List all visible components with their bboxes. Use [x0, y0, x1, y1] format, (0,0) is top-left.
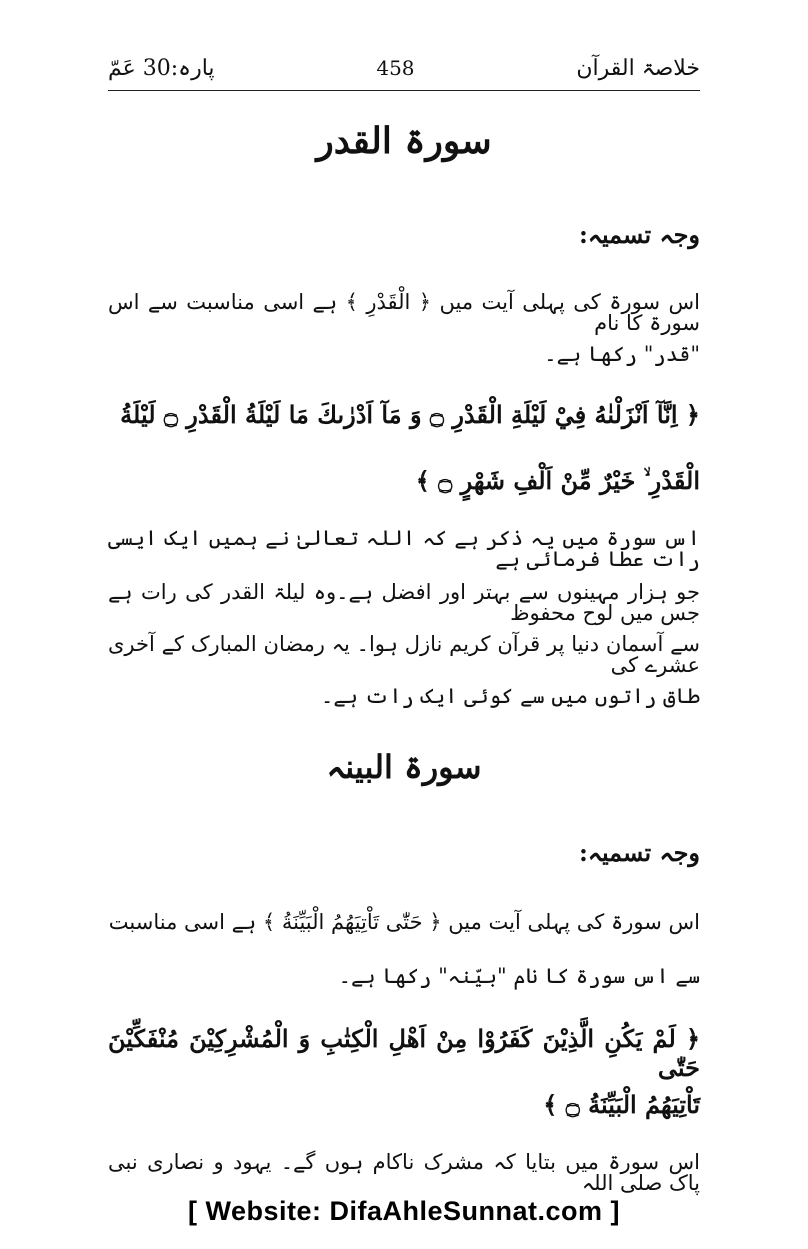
page-number: 458: [376, 56, 415, 80]
book-title: خلاصۃ القرآن: [576, 55, 700, 81]
intro-line: سے اس سورۃ کا نام "بیّنہ" رکھا ہے۔: [338, 964, 700, 988]
juz-label: پارہ:30 عَمّ: [108, 55, 215, 81]
page-header: [108, 48, 700, 88]
explanation-line: طاق راتوں میں سے کوئی ایک رات ہے۔: [321, 684, 700, 708]
quran-ayah-line: ﴿ اِنَّآ اَنْزَلْنٰهُ فِيْ لَيْلَةِ الْقَدْرِ ۝ وَ مَآ اَدْرٰىكَ مَا لَيْلَةُ الْقَدْرِ ۝ لَيْلَةُ: [120, 400, 700, 429]
intro-line: "قدر" رکھا ہے۔: [544, 342, 700, 366]
surah-title-qadr: سورۃ القدر: [316, 120, 492, 162]
explanation-line: جو ہزار مہینوں سے بہتر اور افضل ہے۔وہ لیلۃ القدر کی رات ہے جس میں لوح محفوظ: [108, 580, 700, 625]
section-label: وجہ تسمیہ:: [579, 838, 700, 867]
quran-ayah-line: ﴿ لَمْ يَكُنِ الَّذِيْنَ كَفَرُوْا مِنْ اَهْلِ الْكِتٰبِ وَ الْمُشْرِكِيْنَ مُنْفَكِّيْنَ حَتّٰى: [108, 1024, 700, 1082]
website-footer: [ Website: DifaAhleSunnat.com ]: [187, 1196, 621, 1226]
quran-ayah-line: الْقَدْرِ ۙ خَيْرٌ مِّنْ اَلْفِ شَهْرٍ ۝ ﴾: [415, 466, 700, 495]
section-label: وجہ تسمیہ:: [579, 220, 700, 249]
intro-line: اس سورۃ کی پہلی آیت میں ﴿ حَتّٰى تَاْتِيَهُمُ الْبَيِّنَةُ ﴾ ہے اسی مناسبت: [108, 910, 700, 934]
explanation-line: اس سورۃ میں یہ ذکر ہے کہ اللہ تعالیٰ نے ہمیں ایک ایسی رات عطا فرمائی ہے: [108, 526, 700, 571]
quran-ayah-line: تَاْتِيَهُمُ الْبَيِّنَةُ ۝ ﴾: [543, 1090, 700, 1119]
header-divider: [108, 90, 700, 91]
explanation-line: اس سورۃ میں بتایا کہ مشرک ناکام ہوں گے۔ یہود و نصاری نبی پاک صلی اللہ: [108, 1150, 700, 1195]
intro-line: اس سورۃ کی پہلی آیت میں ﴿ الْقَدْرِ ﴾ ہے اسی مناسبت سے اس سورۃ کا نام: [108, 290, 700, 335]
surah-title-bayyinah: سورۃ البینہ: [326, 748, 482, 786]
explanation-line: سے آسمان دنیا پر قرآن کریم نازل ہوا۔ یہ رمضان المبارک کے آخری عشرے کی: [108, 632, 700, 677]
